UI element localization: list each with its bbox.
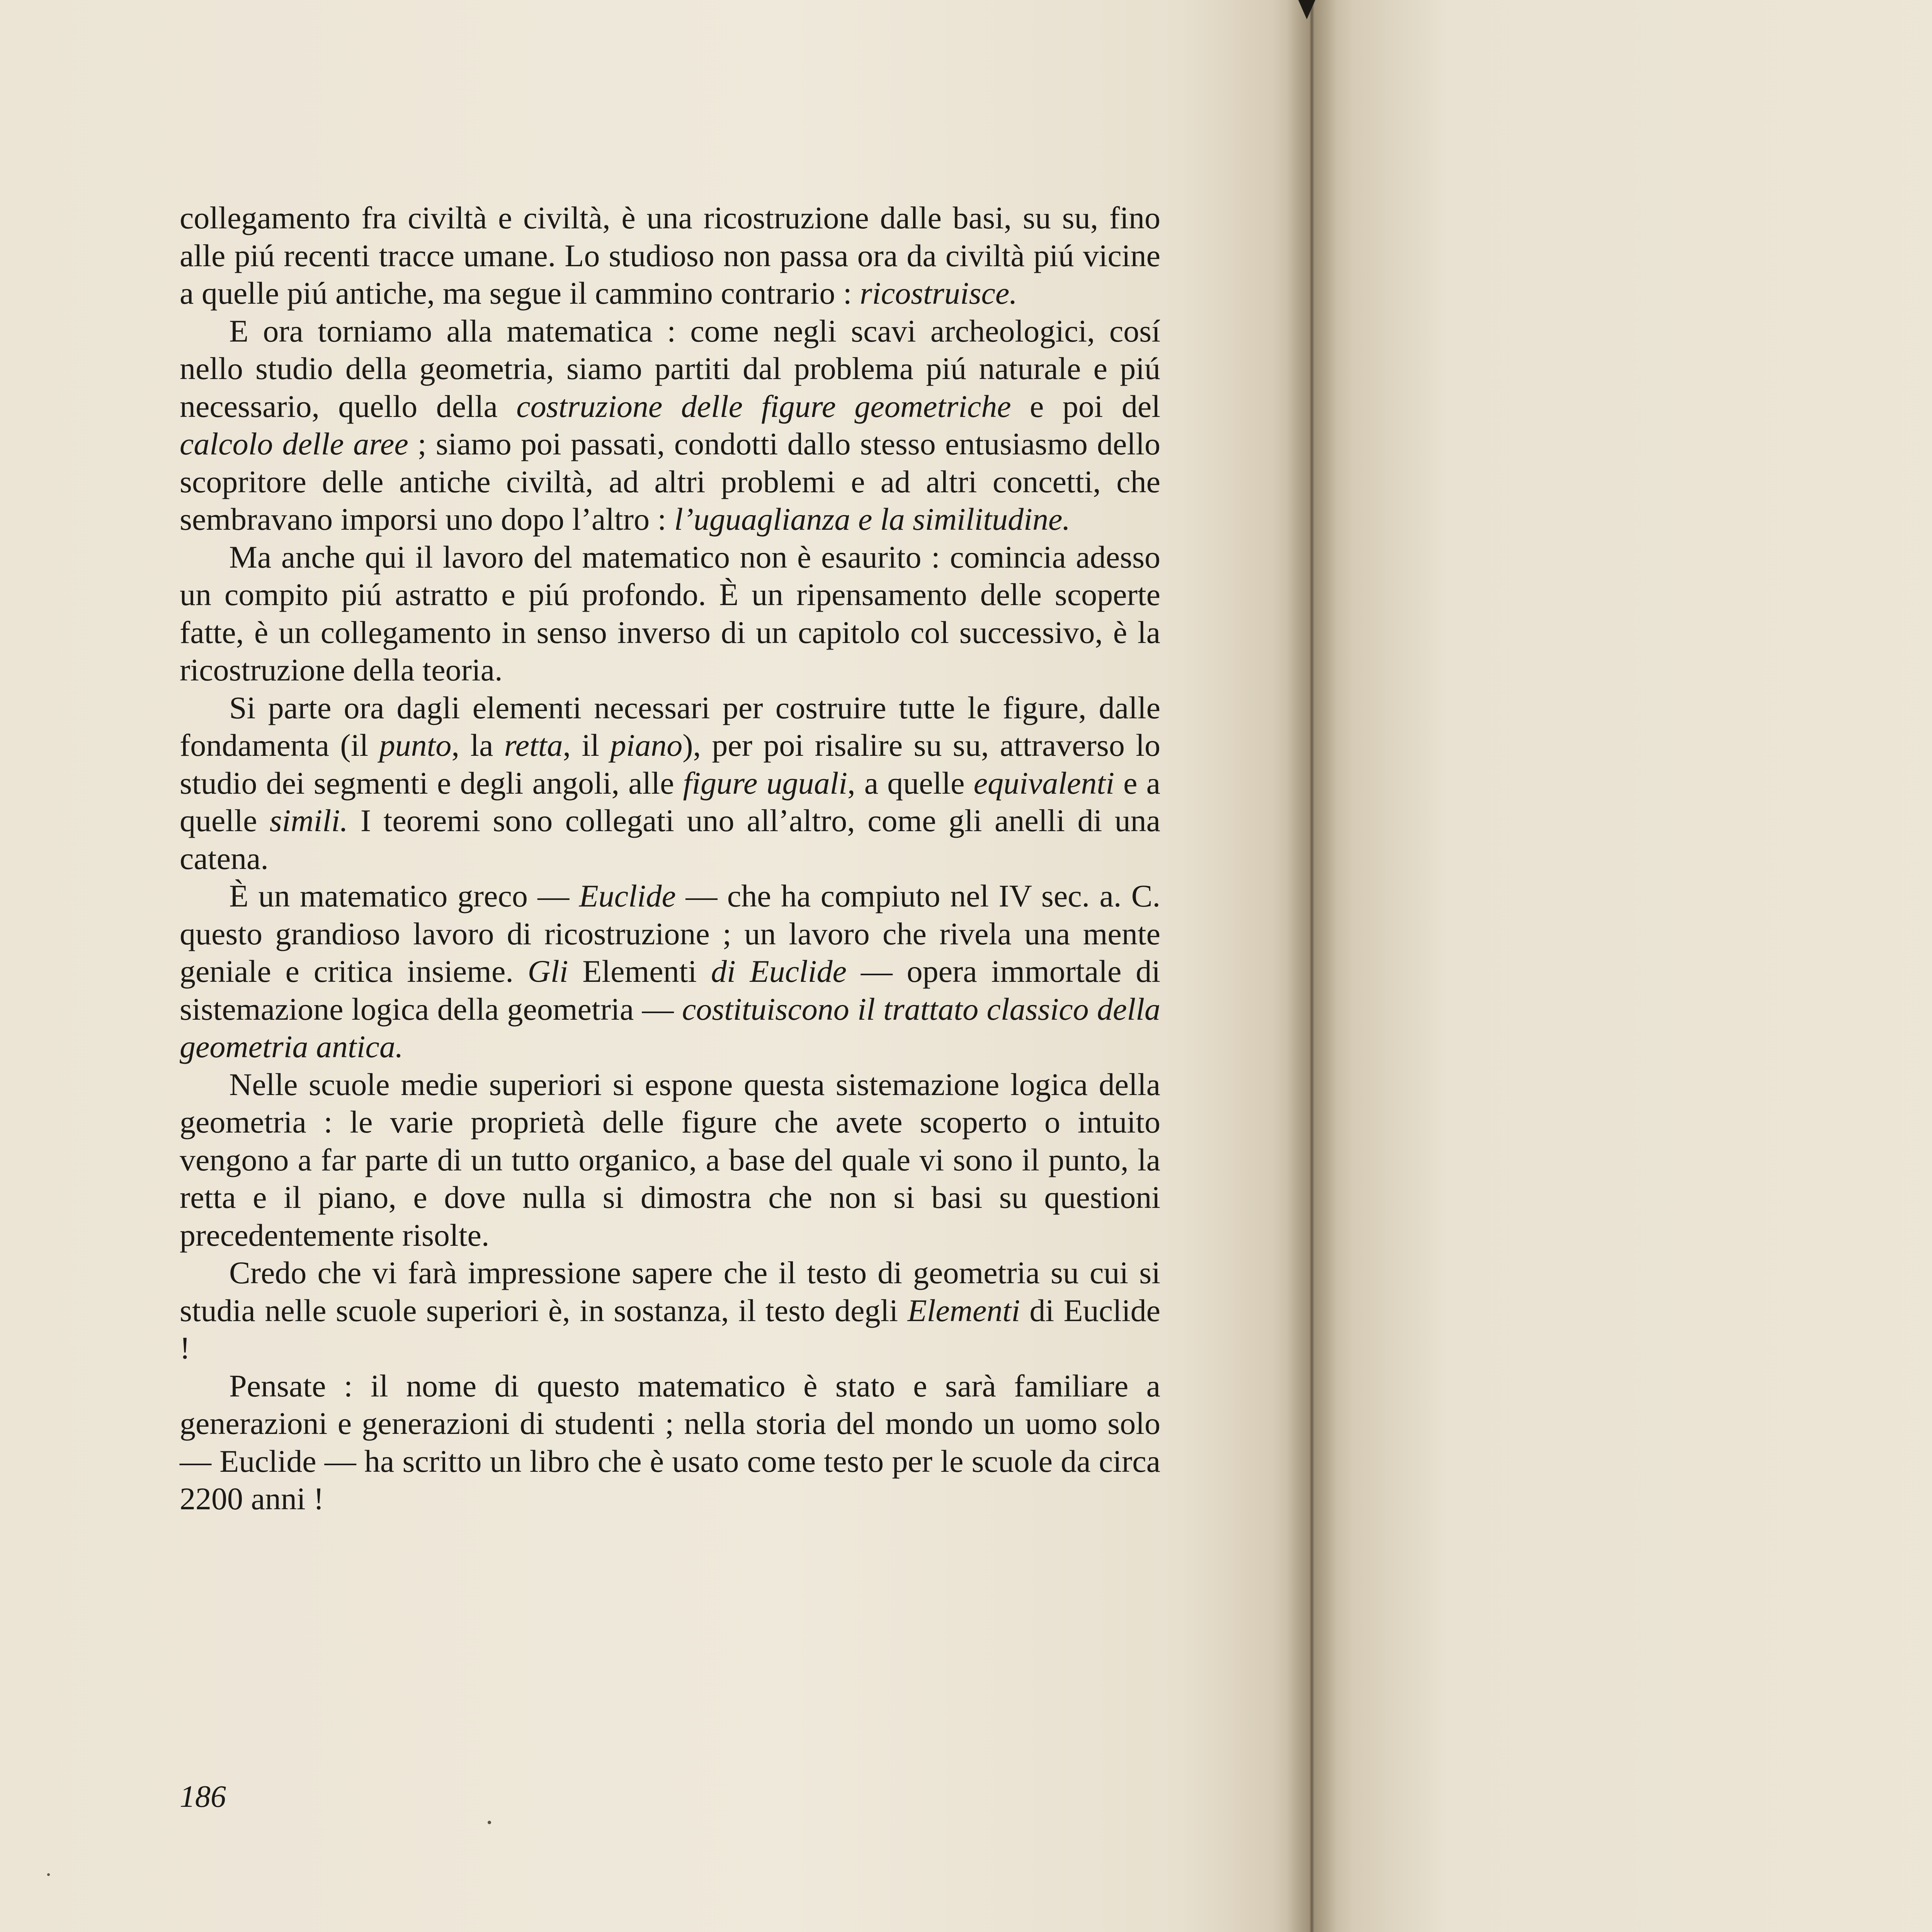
paragraph: Credo che vi farà impressione sapere che il testo di geometria su cui si studia nelle scuole superiori è, in sostanza, il testo degli Elementi di Euclide !	[180, 1255, 1161, 1366]
paragraph: Ma anche qui il lavoro del matematico non è esaurito : comincia adesso un compito piú astratto e piú profondo. È un ripensamento delle scoperte fatte, è un collegamento in senso inverso di un capitolo col successivo, è la ricostruzione della teoria.	[180, 539, 1160, 687]
bookmark-ribbon	[1298, 0, 1315, 19]
paragraph: collegamento fra civiltà e civiltà, è una ricostruzione dalle basi, su su, fino alle piú recenti tracce umane. Lo studioso non passa ora da civiltà piú vicine a quelle piú antiche, ma segue il cammino contrario : ricostruisce.	[180, 200, 1160, 311]
paragraph: E ora torniamo alla matematica : come negli scavi archeologici, cosí nello studio della geometria, siamo partiti dal problema piú naturale e piú necessario, quello della costruzione delle figure geometriche e poi del calcolo delle aree ; siamo poi passati, condotti dallo stesso entusiasmo dello scopritore delle antiche civiltà, ad altri problemi e ad altri concetti, che sembravano imporsi uno dopo l’altro : l’uguaglianza e la similitudine.	[180, 313, 1160, 537]
paragraph: Pensate : il nome di questo matematico è stato e sarà familiare a generazioni e generazioni di studenti ; nella storia del mondo un uomo solo — Euclide — ha scritto un libro che è usato come testo per le scuole da circa 2200 anni !	[180, 1368, 1160, 1516]
paragraph: È un matematico greco — Euclide — che ha compiuto nel IV sec. a. C. questo grandioso lavoro di ricostruzione ; un lavoro che rivela una mente geniale e critica insieme. Gli Elementi di Euclide — opera immortale di sistemazione logica della geometria — costituiscono il trattato classico della geometria antica.	[180, 878, 1161, 1064]
right-page	[1312, 0, 1932, 1932]
body-text	[180, 199, 1160, 1518]
paragraph: Si parte ora dagli elementi necessari per costruire tutte le figure, dalle fondamenta (il punto, la retta, il piano), per poi risalire su su, attraverso lo studio dei segmenti e degli angoli, alle figure uguali, a quelle equivalenti e a quelle simili. I teoremi sono collegati uno all’altro, come gli anelli di una catena.	[180, 690, 1161, 876]
paragraph: Nelle scuole medie superiori si espone questa sistemazione logica della geometria : le varie proprietà delle figure che avete scoperto o intuito vengono a far parte di un tutto organico, a base del quale vi sono il punto, la retta e il piano, e dove nulla si dimostra che non si basi su questioni precedentemente risolte.	[180, 1066, 1160, 1253]
book-gutter	[1287, 0, 1337, 1932]
paper-speck	[47, 1873, 50, 1876]
page-number: 186	[180, 1780, 226, 1814]
paper-speck	[488, 1821, 491, 1824]
